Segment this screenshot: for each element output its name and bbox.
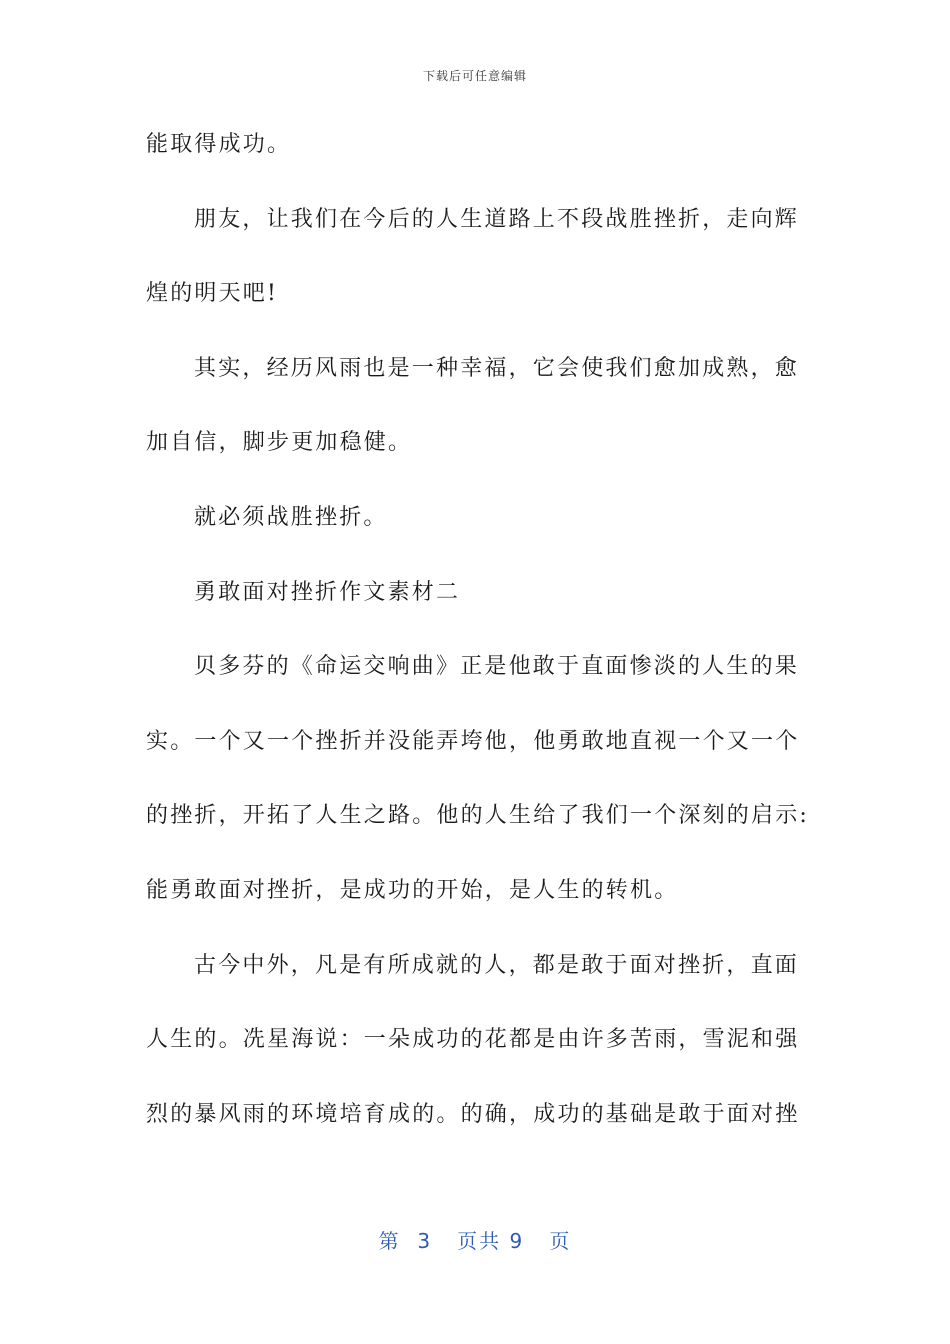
text-line-12: 古今中外，凡是有所成就的人，都是敢于面对挫折，直面 xyxy=(194,952,800,978)
text-line-4: 其实，经历风雨也是一种幸福，它会使我们愈加成熟，愈 xyxy=(194,355,800,381)
footer-total-pages: 9 xyxy=(509,1229,525,1253)
text-line-11: 能勇敢面对挫折，是成功的开始，是人生的转机。 xyxy=(146,877,679,903)
text-line-2: 朋友，让我们在今后的人生道路上不段战胜挫折，走向辉 xyxy=(194,206,800,232)
text-line-5: 加自信，脚步更加稳健。 xyxy=(146,430,413,456)
text-line-14: 烈的暴风雨的环境培育成的。的确，成功的基础是敢于面对挫 xyxy=(146,1101,800,1127)
footer-suffix: 页 xyxy=(549,1229,572,1253)
footer-middle: 页共 xyxy=(457,1229,502,1253)
page-header: 下载后可任意编辑 xyxy=(422,69,527,83)
text-line-6: 就必须战胜挫折。 xyxy=(194,504,388,530)
text-line-10: 的挫折，开拓了人生之路。他的人生给了我们一个深刻的启示: xyxy=(146,803,810,829)
section-heading: 勇敢面对挫折作文素材二 xyxy=(194,579,461,605)
footer-current-page: 3 xyxy=(417,1229,433,1253)
text-line-3: 煌的明天吧! xyxy=(146,281,279,307)
text-line-8: 贝多芬的《命运交响曲》正是他敢于直面惨淡的人生的果 xyxy=(194,654,800,680)
text-line-9: 实。一个又一个挫折并没能弄垮他，他勇敢地直视一个又一个 xyxy=(146,728,800,754)
text-line-13: 人生的。冼星海说：一朵成功的花都是由许多苦雨，雪泥和强 xyxy=(146,1027,800,1053)
footer-prefix: 第 xyxy=(378,1229,401,1253)
document-body xyxy=(146,118,810,1162)
text-line-1: 能取得成功。 xyxy=(146,132,292,157)
page-footer xyxy=(0,1225,950,1254)
